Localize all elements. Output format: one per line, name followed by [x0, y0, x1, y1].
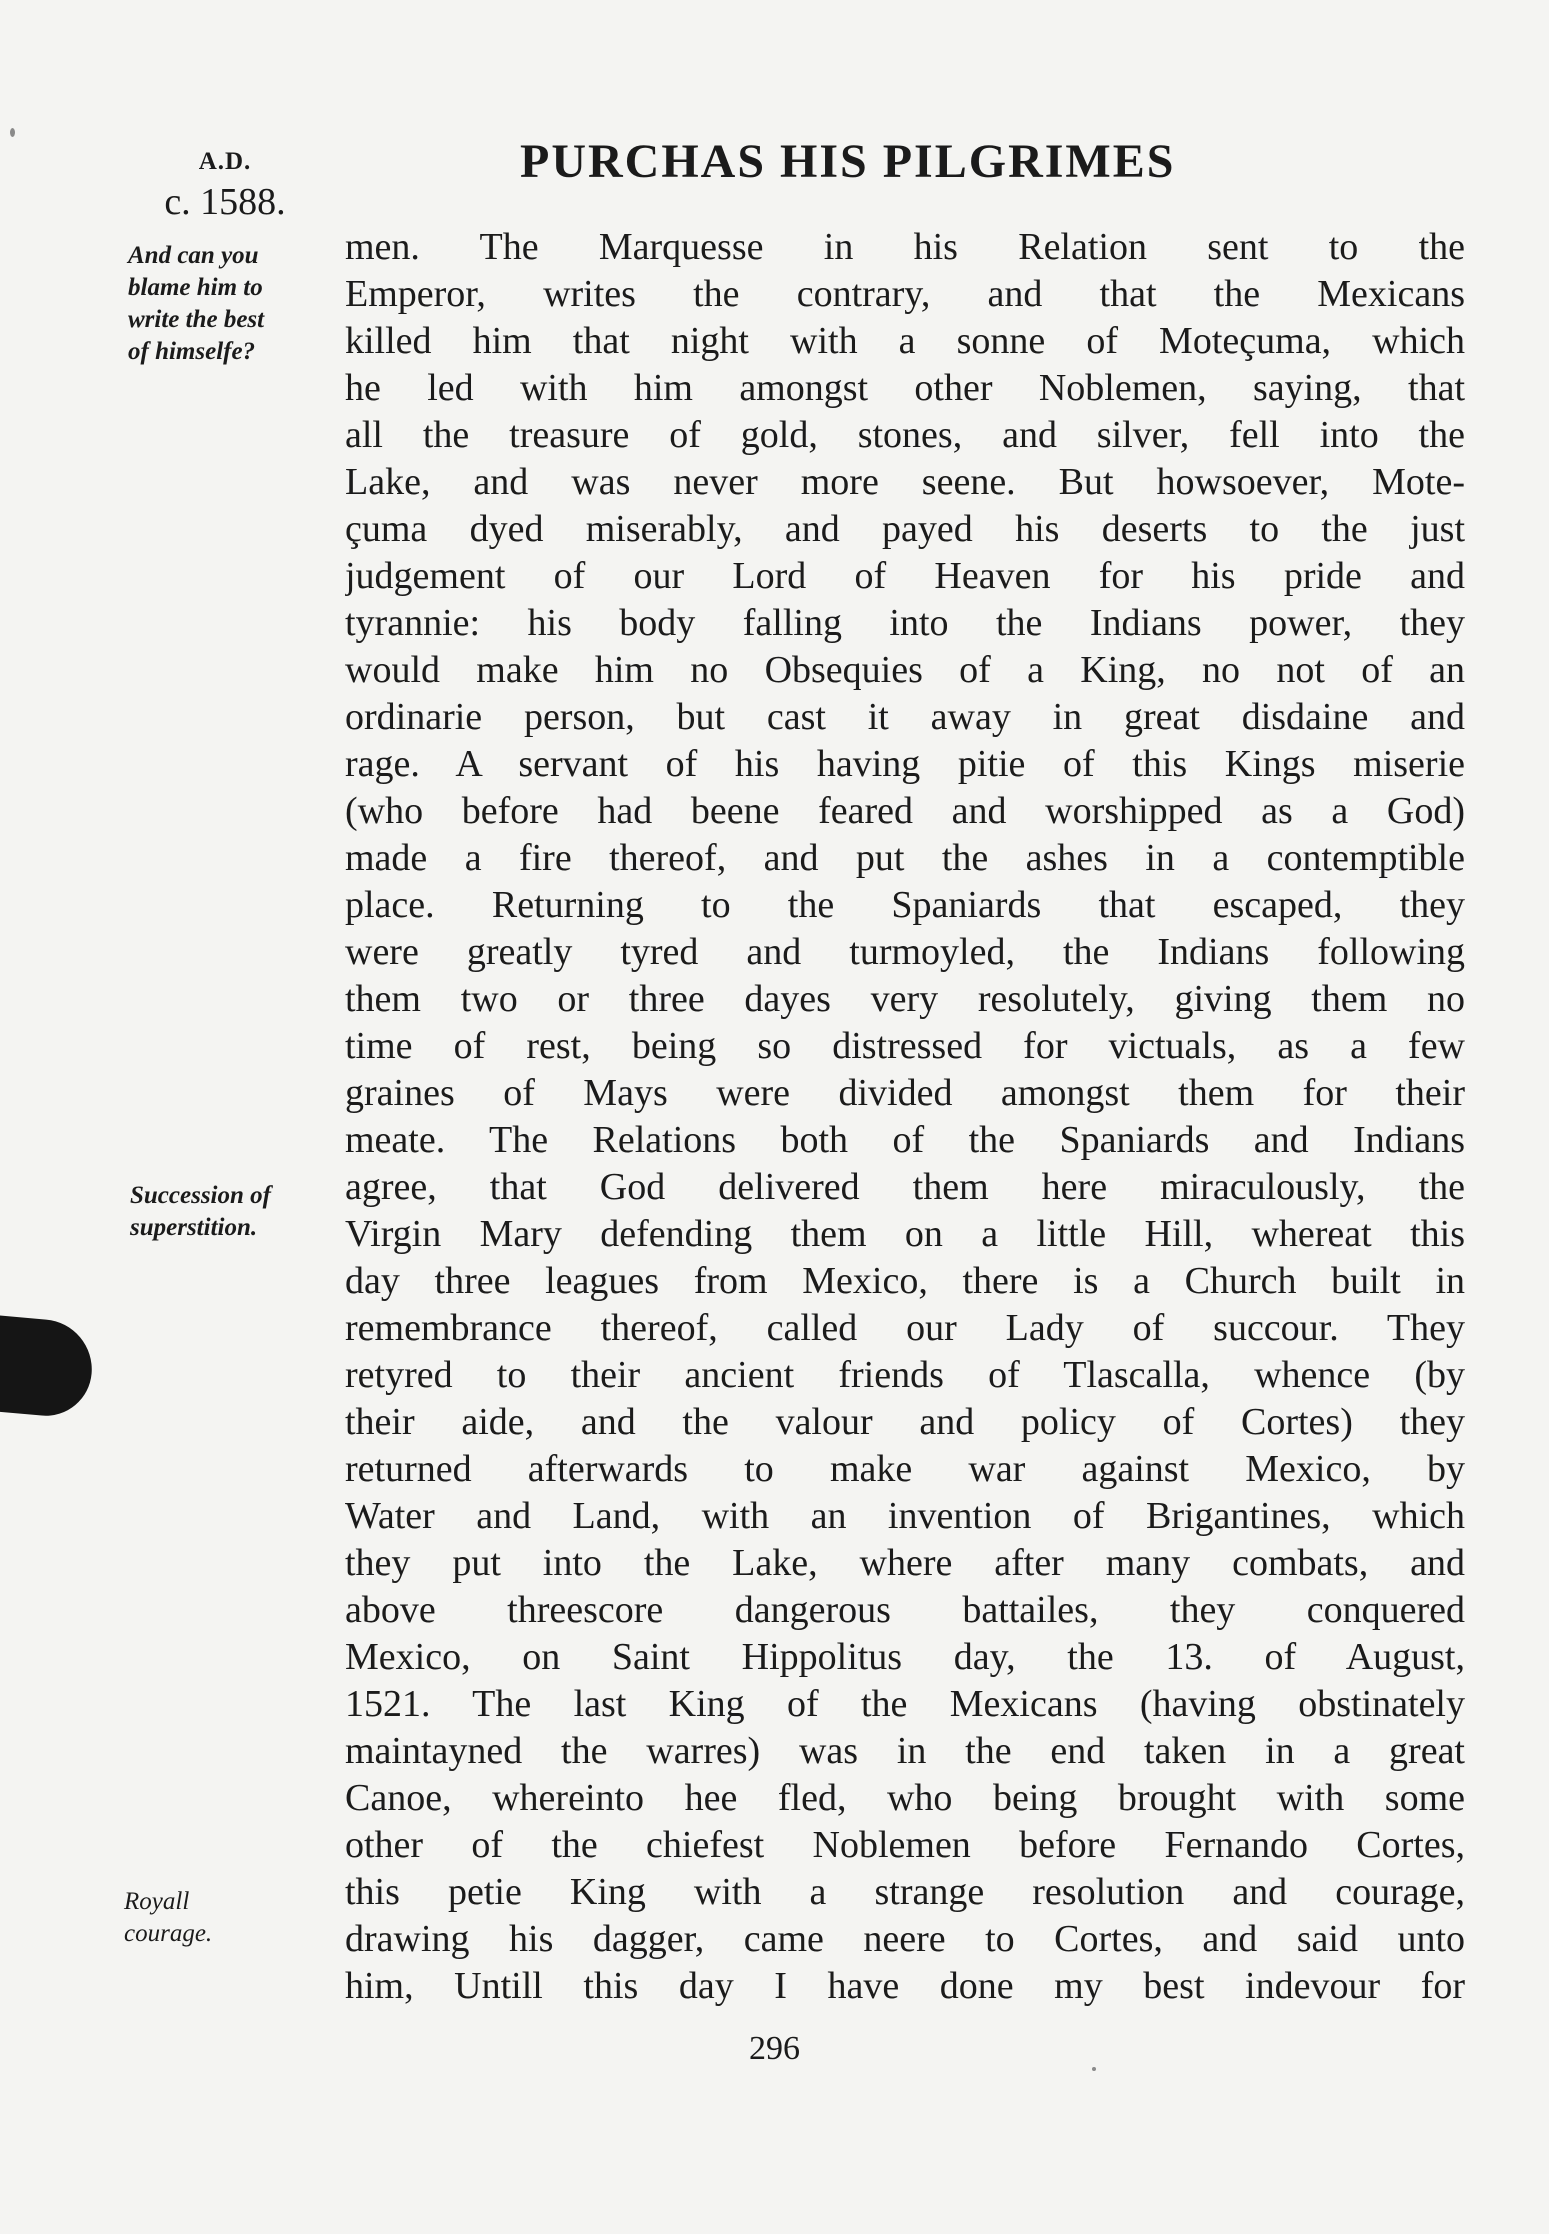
page-number: 296	[749, 2030, 800, 2067]
text-line: çuma dyed miserably, and payed his deserts to the just	[345, 508, 1465, 550]
text-line: them two or three dayes very resolutely, giving them no	[345, 978, 1465, 1020]
text-line: him, Untill this day I have done my best indevour for	[345, 1965, 1465, 2007]
marginal-note-line: write the best	[128, 306, 265, 333]
page-speck	[10, 128, 15, 137]
text-line: tyrannie: his body falling into the Indians power, they	[345, 602, 1465, 644]
text-line: drawing his dagger, came neere to Cortes, and said unto	[345, 1918, 1465, 1960]
year-label: A.D.	[198, 148, 252, 175]
text-line: Canoe, whereinto hee fled, who being brought with some	[345, 1777, 1465, 1819]
text-line: time of rest, being so distressed for victuals, as a few	[345, 1025, 1465, 1067]
text-line: retyred to their ancient friends of Tlascalla, whence (by	[345, 1354, 1465, 1396]
year-value: c. 1588.	[164, 180, 286, 223]
text-line: place. Returning to the Spaniards that escaped, they	[345, 884, 1465, 926]
marginal-note-line: And can you	[128, 242, 259, 269]
marginal-note-succession	[130, 1180, 271, 1244]
marginal-note-line: blame him to	[128, 274, 263, 301]
text-line: Water and Land, with an invention of Brigantines, which	[345, 1495, 1465, 1537]
text-line: ordinarie person, but cast it away in great disdaine and	[345, 696, 1465, 738]
marginal-note-royall	[124, 1886, 212, 1950]
text-line: Lake, and was never more seene. But howsoever, Mote-	[345, 461, 1465, 503]
text-line: judgement of our Lord of Heaven for his pride and	[345, 555, 1465, 597]
text-line: all the treasure of gold, stones, and silver, fell into the	[345, 414, 1465, 456]
text-line: Virgin Mary defending them on a little Hill, whereat this	[345, 1213, 1465, 1255]
text-line: he led with him amongst other Noblemen, saying, that	[345, 367, 1465, 409]
text-line: 1521. The last King of the Mexicans (having obstinately	[345, 1683, 1465, 1725]
text-line: their aide, and the valour and policy of Cortes) they	[345, 1401, 1465, 1443]
text-line: remembrance thereof, called our Lady of succour. They	[345, 1307, 1465, 1349]
text-line: meate. The Relations both of the Spaniards and Indians	[345, 1119, 1465, 1161]
text-line: graines of Mays were divided amongst them for their	[345, 1072, 1465, 1114]
text-line: returned afterwards to make war against Mexico, by	[345, 1448, 1465, 1490]
text-line: made a fire thereof, and put the ashes in a contemptible	[345, 837, 1465, 879]
text-line: men. The Marquesse in his Relation sent to the	[345, 226, 1465, 268]
text-line: maintayned the warres) was in the end taken in a great	[345, 1730, 1465, 1772]
text-line: they put into the Lake, where after many combats, and	[345, 1542, 1465, 1584]
marginal-note-line: Royall	[124, 1888, 190, 1915]
marginal-note-line: superstition.	[130, 1214, 258, 1241]
text-line: would make him no Obsequies of a King, no not of an	[345, 649, 1465, 691]
page-clip-shadow	[0, 1312, 96, 1419]
text-line: other of the chiefest Noblemen before Fernando Cortes,	[345, 1824, 1465, 1866]
text-line: were greatly tyred and turmoyled, the Indians following	[345, 931, 1465, 973]
running-title: PURCHAS HIS PILGRIMES	[520, 135, 1176, 188]
marginal-note-line: of himselfe?	[128, 338, 256, 365]
text-line: agree, that God delivered them here miraculously, the	[345, 1166, 1465, 1208]
text-line: Emperor, writes the contrary, and that the Mexicans	[345, 273, 1465, 315]
text-line: rage. A servant of his having pitie of this Kings miserie	[345, 743, 1465, 785]
text-line: Mexico, on Saint Hippolitus day, the 13. of August,	[345, 1636, 1465, 1678]
text-line: this petie King with a strange resolution and courage,	[345, 1871, 1465, 1913]
text-line: day three leagues from Mexico, there is a Church built in	[345, 1260, 1465, 1302]
marginal-note-blame	[128, 240, 264, 368]
text-line: above threescore dangerous battailes, they conquered	[345, 1589, 1465, 1631]
text-line: killed him that night with a sonne of Moteçuma, which	[345, 320, 1465, 362]
marginal-note-line: Succession of	[130, 1182, 271, 1209]
margin-date	[150, 148, 300, 224]
marginal-note-line: courage.	[124, 1920, 213, 1947]
body-text	[345, 224, 1465, 2010]
text-line: (who before had beene feared and worshipped as a God)	[345, 790, 1465, 832]
